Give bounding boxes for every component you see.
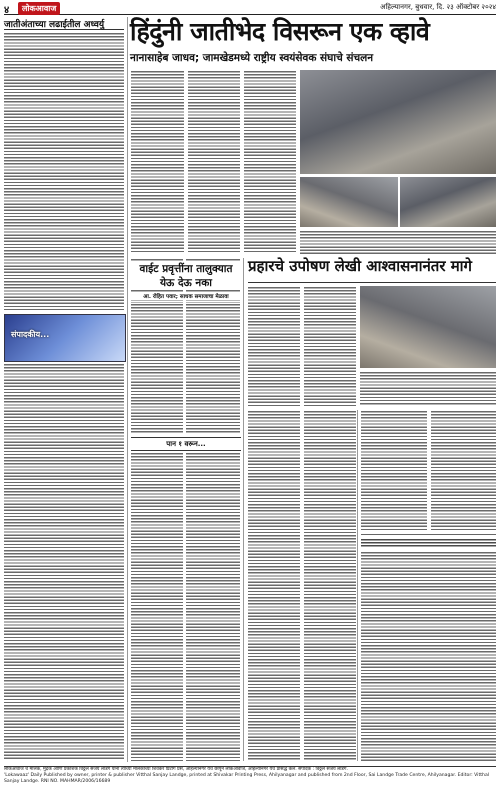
column-divider-2	[243, 258, 244, 761]
footer-imprint-marathi: लोकआवाज चे मालक, मुद्रक आणि प्रकाशक विठ्ठल संजय लांडगे यांनी त्यांच्या मालकीच्या शिवकर प्रिंटींग प्रेस, अहिल्यानगर येथे छापून लोकआवाज, अहिल्यानगर येथे प्रसिद्ध केले. संपादक : विठ्ठल संजय लांडगे.	[4, 767, 348, 772]
editorial-image	[4, 314, 126, 362]
rally-photo-main	[300, 70, 496, 174]
main-body-col-1	[131, 70, 184, 254]
mid-byline: आ. रोहित पवार; साधक समाजाचा मेळावा	[131, 292, 241, 300]
right-col-2b	[304, 410, 356, 761]
protest-photo-caption	[360, 371, 496, 406]
right-headline: प्रहारचे उपोषण लेखी आश्वासनानंतर मागे	[248, 256, 496, 283]
right-col-1	[248, 286, 300, 406]
right-col-4	[431, 410, 496, 530]
mid-story-col-1	[131, 303, 183, 433]
right-col-1b	[248, 410, 300, 761]
main-body-col-2	[188, 70, 240, 254]
rally-photo-right	[400, 177, 496, 227]
main-subheadline: नानासाहेब जाधव; जामखेडमध्ये राष्ट्रीय स्वयंसेवक संघाचे संचलन	[130, 52, 374, 64]
main-body-col-3	[244, 70, 296, 254]
right-subheading	[361, 538, 496, 548]
section-rule	[361, 534, 496, 535]
right-col-3	[361, 410, 427, 530]
mid-headline: वाईट प्रवृत्तींना तालुक्यात येऊ देऊ नका	[131, 262, 241, 290]
main-headline: हिंदुंनी जातीभेद विसरून एक व्हावे	[130, 17, 430, 46]
page-footer	[4, 766, 496, 793]
rally-photo-left	[300, 177, 398, 227]
mid-story-col-2	[186, 303, 240, 433]
right-col-2	[304, 286, 356, 406]
right-col-lower	[361, 551, 496, 761]
footer-imprint-english: 'Lokawaaz' Daily Published by owner, printer & publisher Vitthal Sanjay Landge, printed at Shivakar Printing Press, Ahilyanagar and published from 2nd Floor, Sai Landge Trade Centre, Ahilyanagar. Editor: Vitthal Sanjay Landge. RNI NO. MAHMAR/2006/16689	[4, 773, 490, 784]
continued-label: पान १ वरून...	[131, 437, 241, 451]
date-line: अहिल्यानगर, बुधवार, दि. २३ ऑक्टोबर २०२४	[380, 3, 496, 11]
left-article-body-2	[4, 363, 124, 761]
column-divider-3	[357, 410, 358, 761]
continued-col-2	[186, 452, 240, 761]
continued-col-1	[131, 452, 183, 761]
editorial-label: संपादकीय...	[11, 330, 50, 339]
left-article-body	[4, 32, 124, 312]
photo-captions	[300, 230, 496, 254]
page-number: ४	[4, 5, 10, 16]
left-article-title: जातीअंताच्या लढाईतील अध्वर्यु	[4, 17, 124, 30]
protest-photo	[360, 286, 496, 368]
masthead-logo: लोकआवाज	[18, 2, 60, 15]
column-divider	[127, 17, 128, 762]
